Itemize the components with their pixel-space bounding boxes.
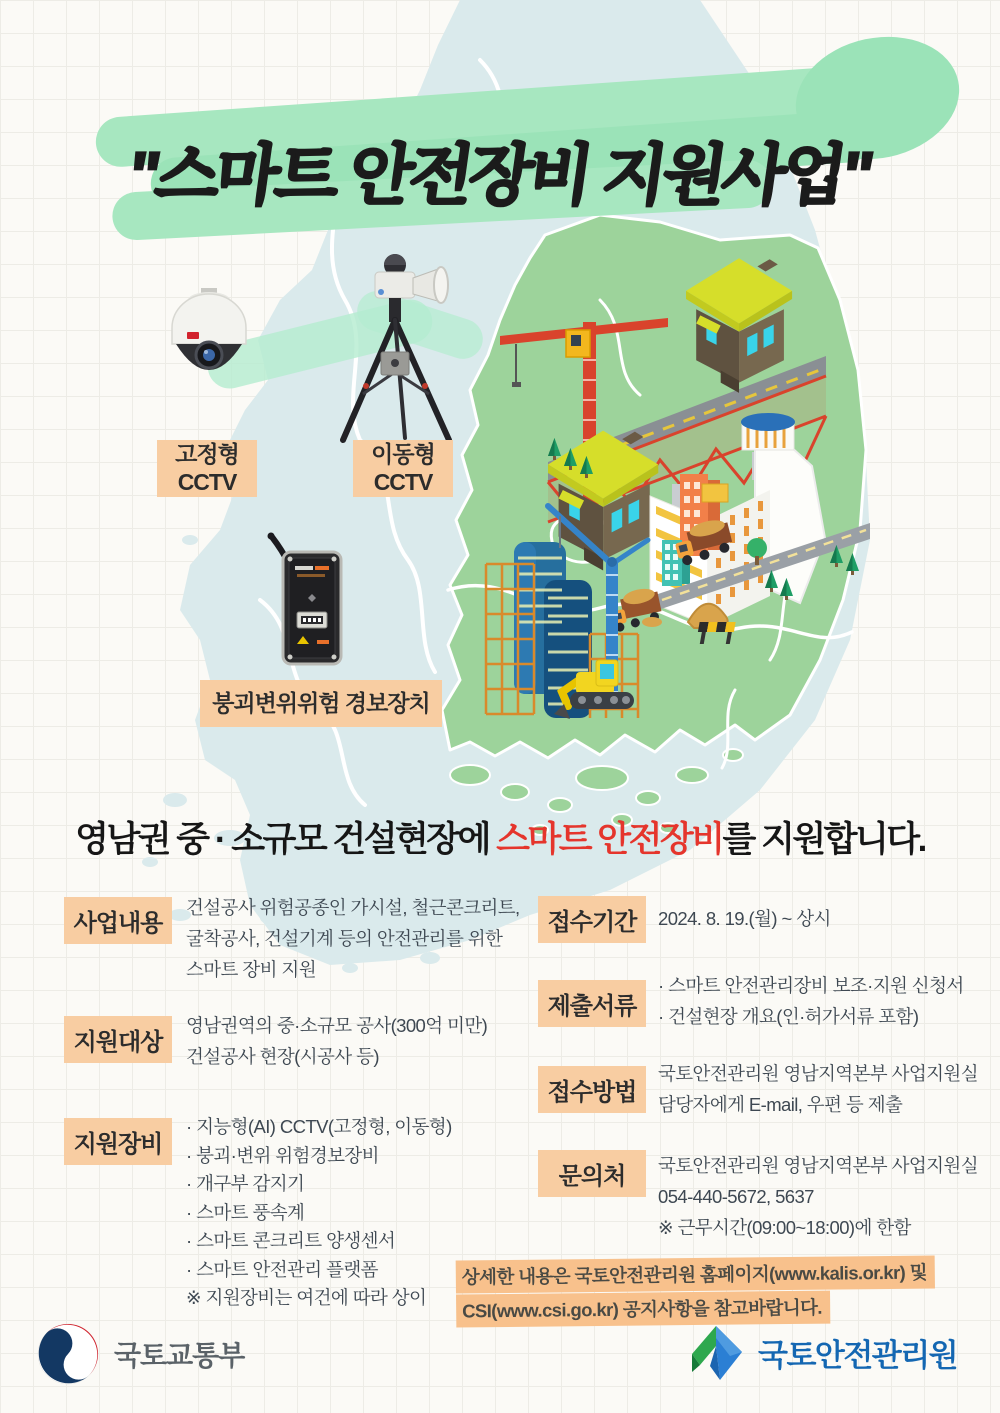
alarm-device-label: 붕괴변위위험 경보장치 <box>200 680 442 727</box>
slogan-suffix: 를 지원합니다. <box>722 820 925 859</box>
fixed-cctv-label: 고정형 CCTV <box>157 440 257 497</box>
footnote <box>456 1255 936 1328</box>
agency-name: 국토안전관리원 <box>758 1337 958 1373</box>
section-label-target: 지원대상 <box>64 1016 172 1063</box>
slogan-prefix: 영남권 중 · 소규모 건설현장에 <box>75 820 497 859</box>
ministry-name: 국토교통부 <box>114 1340 245 1371</box>
molit-logo-icon <box>36 1322 100 1386</box>
section-label-business: 사업내용 <box>64 897 172 944</box>
section-label-equipment: 지원장비 <box>64 1118 172 1165</box>
section-content-period: 2024. 8. 19.(월) ~ 상시 <box>658 908 831 929</box>
tripod-cctv-image <box>325 252 457 448</box>
section-content-documents: · 스마트 안전관리장비 보조·지원 신청서 · 건설현장 개요(인·허가서류 포함) <box>658 975 964 1027</box>
ministry-logo-block <box>36 1322 244 1386</box>
section-content-target: 영남권역의 중·소규모 공사(300억 미만) 건설공사 현장(시공사 등) <box>186 1015 488 1067</box>
mobile-cctv-label: 이동형 CCTV <box>353 440 453 497</box>
footnote-line-2: CSI(www.csi.go.kr) 공지사항을 참고바랍니다. <box>456 1291 830 1328</box>
section-content-equipment: · 지능형(AI) CCTV(고정형, 이동형) · 붕괴·변위 위험경보장비 · 개구부 감지기 · 스마트 풍속계 · 스마트 콘크리트 양생센서 · 스마트 안전관리 플랫폼 ※ 지원장비는 여건에 따라 상이 <box>186 1116 452 1308</box>
footnote-line-1: 상세한 내용은 국토안전관리원 홈페이지(www.kalis.or.kr) 및 <box>456 1255 936 1293</box>
section-label-period: 접수기간 <box>538 896 646 943</box>
section-content-method: 국토안전관리원 영남지역본부 사업지원실 담당자에게 E-mail, 우편 등 제출 <box>658 1063 978 1115</box>
dome-cctv-image <box>163 288 255 390</box>
section-content-contact: 국토안전관리원 영남지역본부 사업지원실 054-440-5672, 5637 ※ 근무시간(09:00~18:00)에 한함 <box>658 1155 978 1238</box>
poster-title: "스마트 안전장비 지원사업" <box>123 138 875 213</box>
section-label-method: 접수방법 <box>538 1066 646 1113</box>
kalis-logo-icon <box>686 1320 748 1384</box>
section-label-contact: 문의처 <box>538 1150 646 1197</box>
agency-logo-block <box>686 1320 957 1384</box>
section-label-documents: 제출서류 <box>538 980 646 1027</box>
slogan-highlight: 스마트 안전장비 <box>496 820 723 859</box>
section-content-business: 건설공사 위험공종인 가시설, 철근콘크리트, 굴착공사, 건설기계 등의 안전관리를 위한 스마트 장비 지원 <box>186 897 520 980</box>
alarm-device-image <box>255 532 355 670</box>
slogan <box>0 812 1000 862</box>
